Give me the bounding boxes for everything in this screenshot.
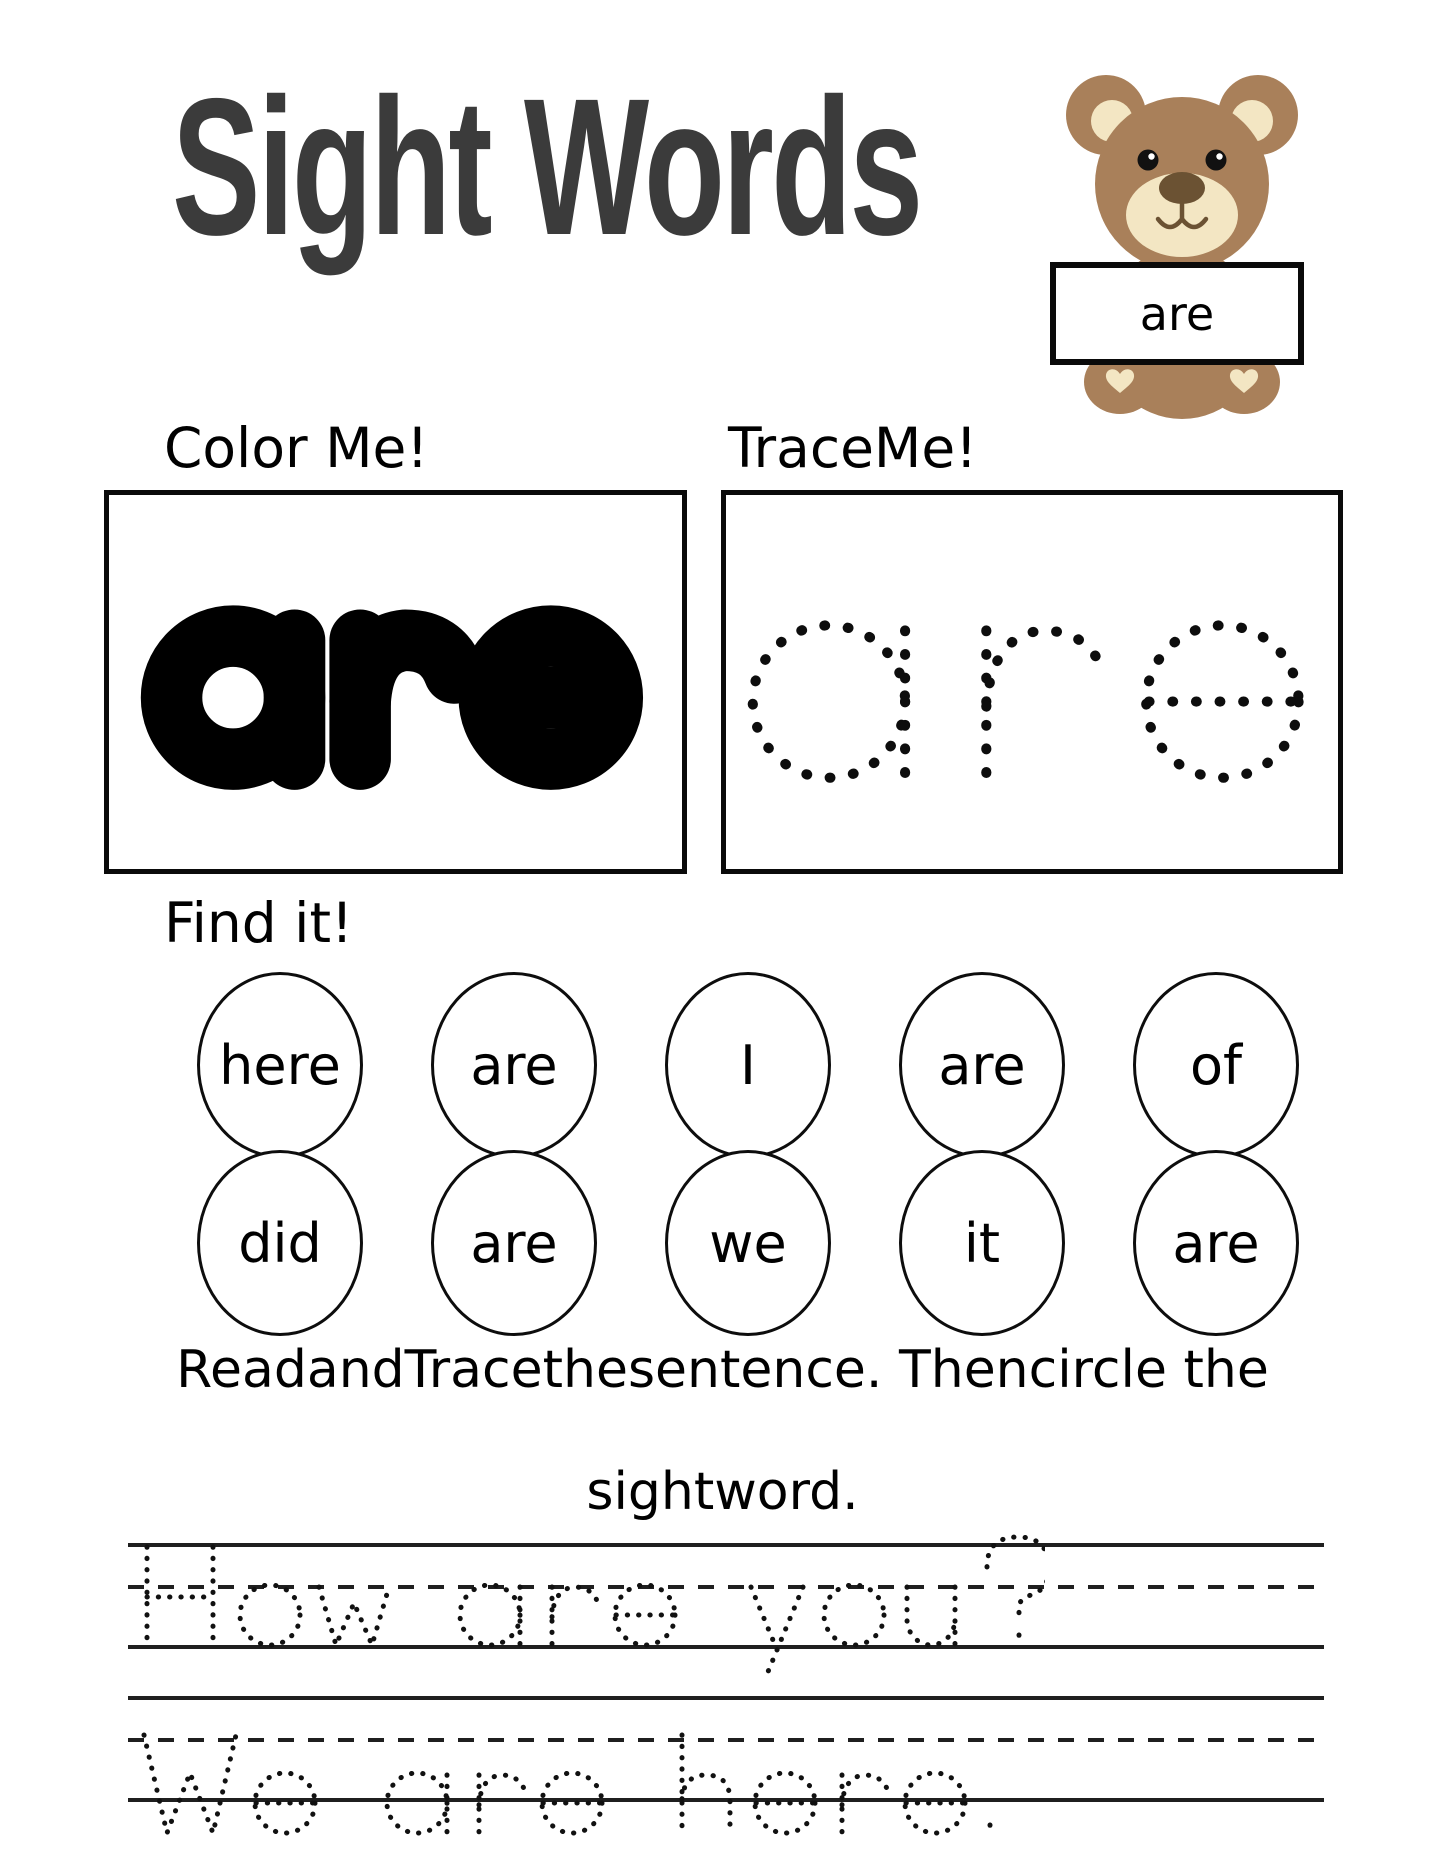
handwriting-top-line (128, 1696, 1324, 1700)
find-it-word: did (238, 1211, 322, 1275)
find-it-word: are (938, 1033, 1026, 1097)
find-it-circle (197, 972, 363, 1158)
trace-me-word-dotted-letters (732, 600, 1332, 798)
find-it-circle (431, 1150, 597, 1336)
instruction-line-1: ReadandTracethesentence. Thencircle the (176, 1340, 1269, 1400)
find-it-word: I (740, 1033, 756, 1097)
find-it-label: Find it! (164, 891, 354, 955)
bear-nose (1159, 172, 1205, 204)
find-it-circle (665, 1150, 831, 1336)
color-me-label: Color Me! (164, 416, 429, 480)
trace-me-label: TraceMe! (728, 416, 978, 480)
instruction-line-2: sightword. (586, 1462, 859, 1522)
find-it-circle (899, 1150, 1065, 1336)
trace-sentence-2 (140, 1728, 1000, 1840)
color-me-word-bubble-letters (134, 591, 656, 796)
find-it-word: it (963, 1211, 1001, 1275)
find-it-word: we (709, 1211, 787, 1275)
find-it-word: are (470, 1211, 558, 1275)
trace-sentence-1 (135, 1533, 1045, 1686)
find-it-circle (1133, 972, 1299, 1158)
bear-sign-word: are (1139, 286, 1215, 341)
find-it-circle (431, 972, 597, 1158)
bear-word-sign (1050, 262, 1304, 365)
find-it-word: of (1189, 1033, 1243, 1097)
teddy-bear-icon (1062, 72, 1302, 420)
find-it-circle (665, 972, 831, 1158)
find-it-word: are (1172, 1211, 1260, 1275)
find-it-word: are (470, 1033, 558, 1097)
find-it-word: here (219, 1033, 341, 1097)
find-it-circle (899, 972, 1065, 1158)
page-title: Sight Words (172, 58, 921, 276)
find-it-circle (1133, 1150, 1299, 1336)
find-it-circle (197, 1150, 363, 1336)
